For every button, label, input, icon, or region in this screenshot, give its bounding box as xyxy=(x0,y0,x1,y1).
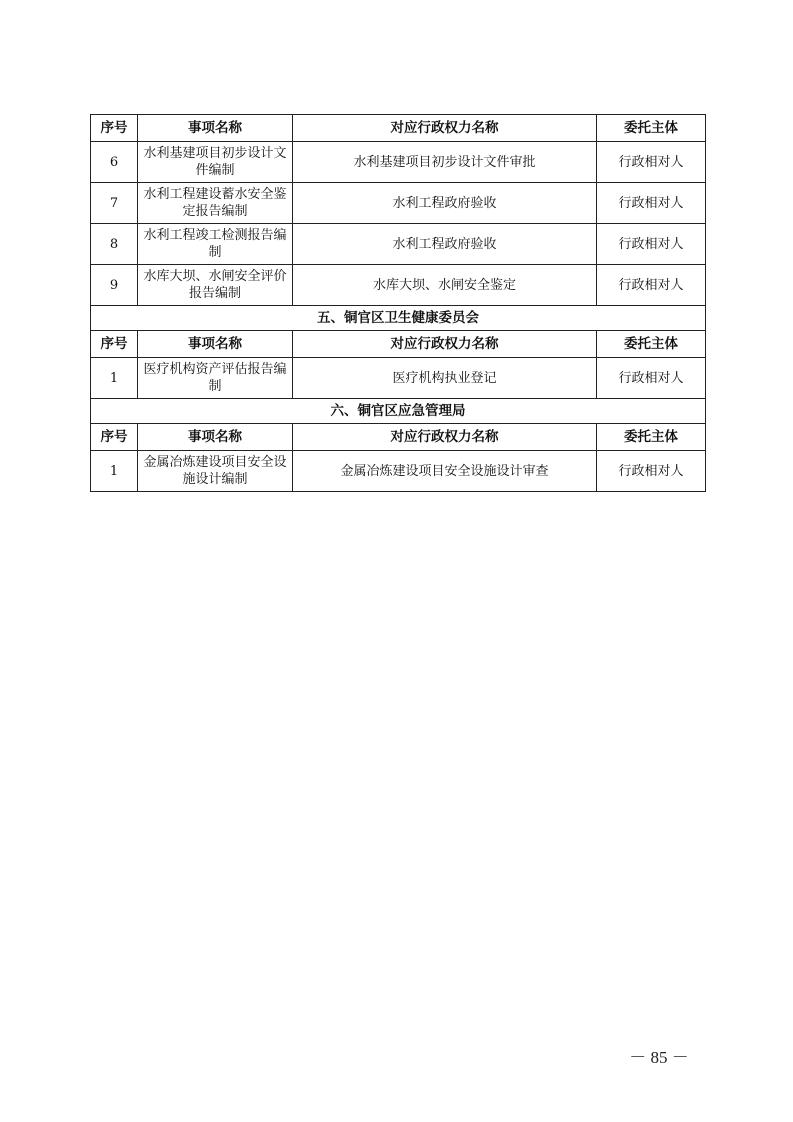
row-power: 水利基建项目初步设计文件审批 xyxy=(293,142,597,183)
section-title: 五、铜官区卫生健康委员会 xyxy=(91,306,706,331)
header-no: 序号 xyxy=(91,331,138,358)
row-power: 水利工程政府验收 xyxy=(293,224,597,265)
table-header-row xyxy=(91,331,706,358)
row-power: 金属冶炼建设项目安全设施设计审查 xyxy=(293,451,597,492)
header-entrust: 委托主体 xyxy=(597,115,706,142)
row-no: 9 xyxy=(91,265,138,306)
header-item: 事项名称 xyxy=(138,115,293,142)
row-item: 水库大坝、水闸安全评价报告编制 xyxy=(138,265,293,306)
table-row xyxy=(91,224,706,265)
row-item: 水利工程建设蓄水安全鉴定报告编制 xyxy=(138,183,293,224)
table-row xyxy=(91,451,706,492)
header-power: 对应行政权力名称 xyxy=(293,115,597,142)
section-title-row xyxy=(91,399,706,424)
header-item: 事项名称 xyxy=(138,331,293,358)
row-item: 水利基建项目初步设计文件编制 xyxy=(138,142,293,183)
header-item: 事项名称 xyxy=(138,424,293,451)
header-entrust: 委托主体 xyxy=(597,331,706,358)
row-entrust: 行政相对人 xyxy=(597,265,706,306)
row-entrust: 行政相对人 xyxy=(597,224,706,265)
row-no: 1 xyxy=(91,451,138,492)
row-power: 水库大坝、水闸安全鉴定 xyxy=(293,265,597,306)
table-row xyxy=(91,183,706,224)
row-entrust: 行政相对人 xyxy=(597,142,706,183)
section-title-row xyxy=(91,306,706,331)
header-no: 序号 xyxy=(91,115,138,142)
row-item: 金属冶炼建设项目安全设施设计编制 xyxy=(138,451,293,492)
table-row xyxy=(91,142,706,183)
row-entrust: 行政相对人 xyxy=(597,183,706,224)
row-item: 水利工程竣工检测报告编制 xyxy=(138,224,293,265)
header-no: 序号 xyxy=(91,424,138,451)
table-header-row xyxy=(91,115,706,142)
header-power: 对应行政权力名称 xyxy=(293,424,597,451)
page-number: － 85 － xyxy=(629,1048,689,1067)
row-no: 7 xyxy=(91,183,138,224)
row-item: 医疗机构资产评估报告编制 xyxy=(138,358,293,399)
row-entrust: 行政相对人 xyxy=(597,358,706,399)
row-no: 8 xyxy=(91,224,138,265)
header-entrust: 委托主体 xyxy=(597,424,706,451)
row-no: 1 xyxy=(91,358,138,399)
header-power: 对应行政权力名称 xyxy=(293,331,597,358)
row-entrust: 行政相对人 xyxy=(597,451,706,492)
table-row xyxy=(91,265,706,306)
row-no: 6 xyxy=(91,142,138,183)
row-power: 医疗机构执业登记 xyxy=(293,358,597,399)
delegation-table xyxy=(90,114,706,492)
table-header-row xyxy=(91,424,706,451)
row-power: 水利工程政府验收 xyxy=(293,183,597,224)
table-row xyxy=(91,358,706,399)
section-title: 六、铜官区应急管理局 xyxy=(91,399,706,424)
